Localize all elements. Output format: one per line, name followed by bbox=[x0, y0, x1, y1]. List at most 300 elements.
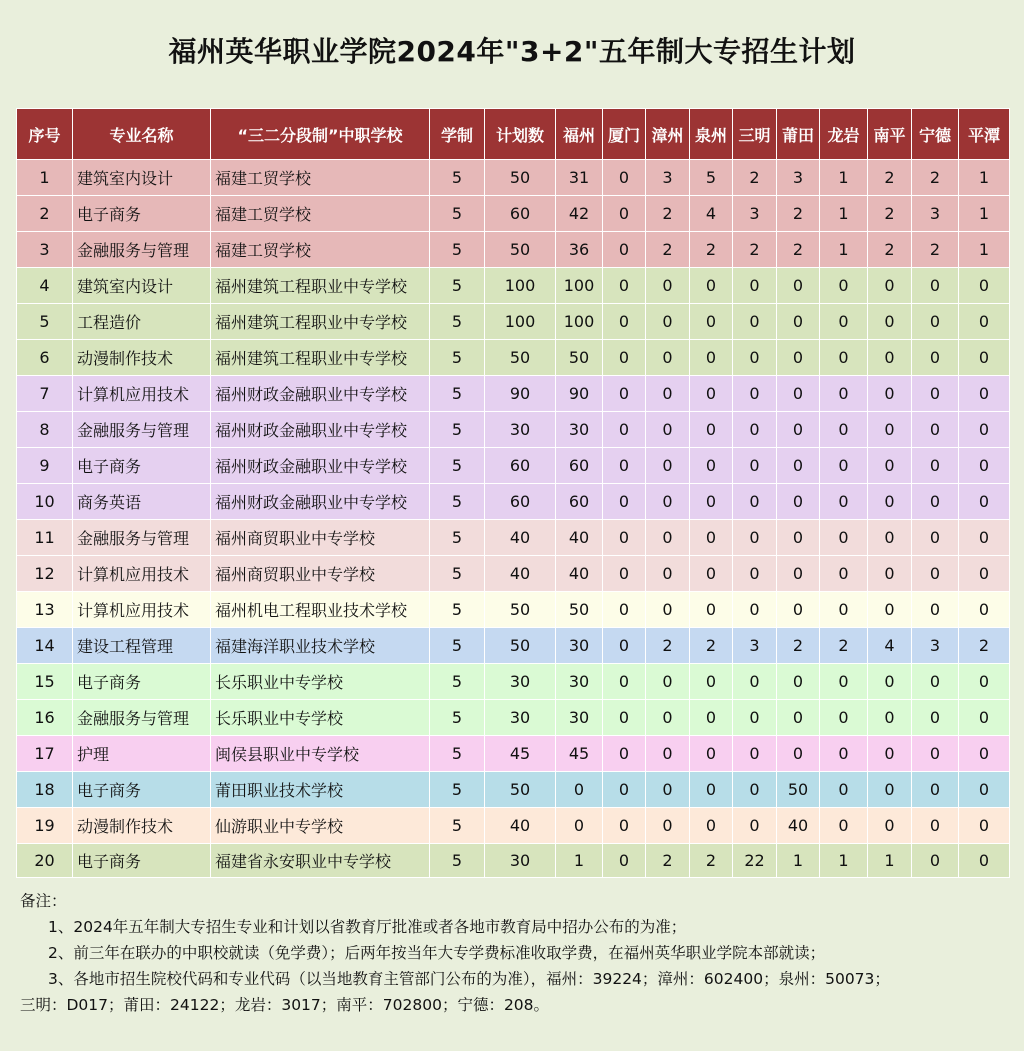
table-row bbox=[17, 412, 1010, 448]
plan-total-cell: 30 bbox=[485, 664, 556, 700]
school-name-cell: 福州财政金融职业中专学校 bbox=[211, 412, 430, 448]
ningde-cell: 0 bbox=[912, 772, 959, 808]
ningde-cell: 0 bbox=[912, 412, 959, 448]
row-number-cell: 12 bbox=[17, 556, 73, 592]
xiamen-cell: 0 bbox=[603, 484, 646, 520]
putian-cell: 2 bbox=[777, 196, 820, 232]
duration-cell: 5 bbox=[430, 448, 485, 484]
fuzhou-cell: 42 bbox=[556, 196, 603, 232]
nanping-cell: 2 bbox=[868, 232, 912, 268]
major-name-cell: 计算机应用技术 bbox=[73, 592, 211, 628]
plan-total-cell: 30 bbox=[485, 700, 556, 736]
row-number-cell: 13 bbox=[17, 592, 73, 628]
school-name-cell: 长乐职业中专学校 bbox=[211, 700, 430, 736]
major-name-cell: 电子商务 bbox=[73, 196, 211, 232]
xiamen-cell: 0 bbox=[603, 592, 646, 628]
xiamen-cell: 0 bbox=[603, 304, 646, 340]
header-cell: 专业名称 bbox=[73, 109, 211, 160]
longyan-cell: 0 bbox=[820, 412, 868, 448]
plan-total-cell: 90 bbox=[485, 376, 556, 412]
plan-total-cell: 50 bbox=[485, 628, 556, 664]
quanzhou-cell: 2 bbox=[690, 232, 733, 268]
longyan-cell: 1 bbox=[820, 232, 868, 268]
zhangzhou-cell: 0 bbox=[646, 736, 690, 772]
school-name-cell: 福州建筑工程职业中专学校 bbox=[211, 268, 430, 304]
sanming-cell: 0 bbox=[733, 376, 777, 412]
longyan-cell: 0 bbox=[820, 808, 868, 844]
ningde-cell: 0 bbox=[912, 736, 959, 772]
nanping-cell: 0 bbox=[868, 520, 912, 556]
table-row bbox=[17, 268, 1010, 304]
sanming-cell: 0 bbox=[733, 520, 777, 556]
school-name-cell: 福州财政金融职业中专学校 bbox=[211, 484, 430, 520]
zhangzhou-cell: 0 bbox=[646, 412, 690, 448]
table-row bbox=[17, 664, 1010, 700]
major-name-cell: 金融服务与管理 bbox=[73, 520, 211, 556]
sanming-cell: 0 bbox=[733, 664, 777, 700]
table-row bbox=[17, 340, 1010, 376]
plan-total-cell: 30 bbox=[485, 412, 556, 448]
pingtan-cell: 0 bbox=[959, 304, 1010, 340]
longyan-cell: 0 bbox=[820, 484, 868, 520]
pingtan-cell: 0 bbox=[959, 340, 1010, 376]
table-row bbox=[17, 304, 1010, 340]
quanzhou-cell: 0 bbox=[690, 412, 733, 448]
fuzhou-cell: 50 bbox=[556, 340, 603, 376]
plan-total-cell: 50 bbox=[485, 232, 556, 268]
zhangzhou-cell: 0 bbox=[646, 376, 690, 412]
ningde-cell: 0 bbox=[912, 664, 959, 700]
plan-total-cell: 45 bbox=[485, 736, 556, 772]
nanping-cell: 0 bbox=[868, 340, 912, 376]
notes-heading: 备注： bbox=[20, 892, 67, 910]
plan-total-cell: 100 bbox=[485, 304, 556, 340]
putian-cell: 1 bbox=[777, 844, 820, 878]
row-number-cell: 17 bbox=[17, 736, 73, 772]
putian-cell: 0 bbox=[777, 412, 820, 448]
ningde-cell: 0 bbox=[912, 376, 959, 412]
sanming-cell: 0 bbox=[733, 808, 777, 844]
quanzhou-cell: 0 bbox=[690, 484, 733, 520]
duration-cell: 5 bbox=[430, 628, 485, 664]
plan-total-cell: 40 bbox=[485, 520, 556, 556]
row-number-cell: 14 bbox=[17, 628, 73, 664]
xiamen-cell: 0 bbox=[603, 520, 646, 556]
xiamen-cell: 0 bbox=[603, 232, 646, 268]
note-line: 3、各地市招生院校代码和专业代码（以当地教育主管部门公布的为准），福州：39224；漳州：602400；泉州：50073； bbox=[48, 970, 890, 988]
table-row bbox=[17, 592, 1010, 628]
duration-cell: 5 bbox=[430, 484, 485, 520]
duration-cell: 5 bbox=[430, 556, 485, 592]
duration-cell: 5 bbox=[430, 592, 485, 628]
fuzhou-cell: 60 bbox=[556, 484, 603, 520]
putian-cell: 0 bbox=[777, 304, 820, 340]
fuzhou-cell: 45 bbox=[556, 736, 603, 772]
quanzhou-cell: 2 bbox=[690, 628, 733, 664]
school-name-cell: 仙游职业中专学校 bbox=[211, 808, 430, 844]
fuzhou-cell: 30 bbox=[556, 412, 603, 448]
zhangzhou-cell: 0 bbox=[646, 808, 690, 844]
header-cell: 宁德 bbox=[912, 109, 959, 160]
pingtan-cell: 1 bbox=[959, 196, 1010, 232]
duration-cell: 5 bbox=[430, 268, 485, 304]
school-name-cell: 福州机电工程职业技术学校 bbox=[211, 592, 430, 628]
header-cell: 学制 bbox=[430, 109, 485, 160]
quanzhou-cell: 0 bbox=[690, 520, 733, 556]
table-row bbox=[17, 196, 1010, 232]
quanzhou-cell: 0 bbox=[690, 304, 733, 340]
duration-cell: 5 bbox=[430, 412, 485, 448]
ningde-cell: 0 bbox=[912, 448, 959, 484]
putian-cell: 2 bbox=[777, 232, 820, 268]
sanming-cell: 0 bbox=[733, 772, 777, 808]
enrollment-plan-table bbox=[16, 108, 1010, 878]
nanping-cell: 2 bbox=[868, 196, 912, 232]
pingtan-cell: 0 bbox=[959, 484, 1010, 520]
major-name-cell: 动漫制作技术 bbox=[73, 808, 211, 844]
longyan-cell: 0 bbox=[820, 772, 868, 808]
pingtan-cell: 0 bbox=[959, 700, 1010, 736]
duration-cell: 5 bbox=[430, 700, 485, 736]
table-row bbox=[17, 628, 1010, 664]
pingtan-cell: 0 bbox=[959, 376, 1010, 412]
duration-cell: 5 bbox=[430, 376, 485, 412]
school-name-cell: 福州商贸职业中专学校 bbox=[211, 556, 430, 592]
zhangzhou-cell: 0 bbox=[646, 340, 690, 376]
table-row bbox=[17, 484, 1010, 520]
sanming-cell: 0 bbox=[733, 340, 777, 376]
zhangzhou-cell: 0 bbox=[646, 268, 690, 304]
putian-cell: 0 bbox=[777, 268, 820, 304]
table-row bbox=[17, 700, 1010, 736]
zhangzhou-cell: 0 bbox=[646, 304, 690, 340]
note-continuation: 三明：D017；莆田：24122；龙岩：3017；南平：702800；宁德：208。 bbox=[20, 996, 550, 1014]
row-number-cell: 4 bbox=[17, 268, 73, 304]
pingtan-cell: 0 bbox=[959, 556, 1010, 592]
header-cell: 漳州 bbox=[646, 109, 690, 160]
longyan-cell: 0 bbox=[820, 340, 868, 376]
pingtan-cell: 0 bbox=[959, 808, 1010, 844]
nanping-cell: 0 bbox=[868, 268, 912, 304]
putian-cell: 0 bbox=[777, 376, 820, 412]
xiamen-cell: 0 bbox=[603, 556, 646, 592]
table-row bbox=[17, 520, 1010, 556]
fuzhou-cell: 31 bbox=[556, 160, 603, 196]
duration-cell: 5 bbox=[430, 232, 485, 268]
fuzhou-cell: 30 bbox=[556, 700, 603, 736]
quanzhou-cell: 0 bbox=[690, 268, 733, 304]
pingtan-cell: 2 bbox=[959, 628, 1010, 664]
header-cell: “三二分段制”中职学校 bbox=[211, 109, 430, 160]
major-name-cell: 计算机应用技术 bbox=[73, 556, 211, 592]
longyan-cell: 1 bbox=[820, 196, 868, 232]
school-name-cell: 福州建筑工程职业中专学校 bbox=[211, 340, 430, 376]
fuzhou-cell: 1 bbox=[556, 844, 603, 878]
nanping-cell: 0 bbox=[868, 700, 912, 736]
quanzhou-cell: 0 bbox=[690, 376, 733, 412]
longyan-cell: 0 bbox=[820, 268, 868, 304]
zhangzhou-cell: 0 bbox=[646, 664, 690, 700]
xiamen-cell: 0 bbox=[603, 628, 646, 664]
note-line: 2、前三年在联办的中职校就读（免学费）；后两年按当年大专学费标准收取学费，在福州英华职业学院本部就读； bbox=[48, 944, 826, 962]
ningde-cell: 0 bbox=[912, 592, 959, 628]
zhangzhou-cell: 3 bbox=[646, 160, 690, 196]
table-row bbox=[17, 448, 1010, 484]
duration-cell: 5 bbox=[430, 844, 485, 878]
pingtan-cell: 0 bbox=[959, 268, 1010, 304]
duration-cell: 5 bbox=[430, 736, 485, 772]
pingtan-cell: 0 bbox=[959, 448, 1010, 484]
major-name-cell: 电子商务 bbox=[73, 844, 211, 878]
sanming-cell: 0 bbox=[733, 448, 777, 484]
quanzhou-cell: 4 bbox=[690, 196, 733, 232]
sanming-cell: 2 bbox=[733, 160, 777, 196]
fuzhou-cell: 40 bbox=[556, 556, 603, 592]
zhangzhou-cell: 0 bbox=[646, 520, 690, 556]
header-cell: 南平 bbox=[868, 109, 912, 160]
row-number-cell: 3 bbox=[17, 232, 73, 268]
note-line: 1、2024年五年制大专招生专业和计划以省教育厅批准或者各地市教育局中招办公布的为准； bbox=[48, 918, 687, 936]
nanping-cell: 0 bbox=[868, 412, 912, 448]
school-name-cell: 福建省永安职业中专学校 bbox=[211, 844, 430, 878]
quanzhou-cell: 2 bbox=[690, 844, 733, 878]
table-header-row bbox=[17, 109, 1010, 160]
sanming-cell: 0 bbox=[733, 484, 777, 520]
fuzhou-cell: 0 bbox=[556, 808, 603, 844]
longyan-cell: 0 bbox=[820, 664, 868, 700]
sanming-cell: 0 bbox=[733, 556, 777, 592]
ningde-cell: 3 bbox=[912, 196, 959, 232]
header-cell: 计划数 bbox=[485, 109, 556, 160]
table-row bbox=[17, 772, 1010, 808]
plan-total-cell: 60 bbox=[485, 448, 556, 484]
quanzhou-cell: 5 bbox=[690, 160, 733, 196]
table-row bbox=[17, 556, 1010, 592]
quanzhou-cell: 0 bbox=[690, 340, 733, 376]
header-cell: 龙岩 bbox=[820, 109, 868, 160]
ningde-cell: 0 bbox=[912, 556, 959, 592]
pingtan-cell: 1 bbox=[959, 160, 1010, 196]
zhangzhou-cell: 2 bbox=[646, 196, 690, 232]
nanping-cell: 2 bbox=[868, 160, 912, 196]
zhangzhou-cell: 2 bbox=[646, 232, 690, 268]
plan-total-cell: 60 bbox=[485, 484, 556, 520]
nanping-cell: 0 bbox=[868, 448, 912, 484]
nanping-cell: 0 bbox=[868, 556, 912, 592]
plan-total-cell: 60 bbox=[485, 196, 556, 232]
xiamen-cell: 0 bbox=[603, 664, 646, 700]
fuzhou-cell: 30 bbox=[556, 664, 603, 700]
major-name-cell: 工程造价 bbox=[73, 304, 211, 340]
putian-cell: 3 bbox=[777, 160, 820, 196]
school-name-cell: 福建工贸学校 bbox=[211, 160, 430, 196]
pingtan-cell: 0 bbox=[959, 844, 1010, 878]
table-row bbox=[17, 844, 1010, 878]
sanming-cell: 3 bbox=[733, 196, 777, 232]
putian-cell: 0 bbox=[777, 700, 820, 736]
nanping-cell: 0 bbox=[868, 664, 912, 700]
plan-total-cell: 50 bbox=[485, 160, 556, 196]
putian-cell: 0 bbox=[777, 556, 820, 592]
putian-cell: 0 bbox=[777, 340, 820, 376]
major-name-cell: 建筑室内设计 bbox=[73, 268, 211, 304]
xiamen-cell: 0 bbox=[603, 376, 646, 412]
xiamen-cell: 0 bbox=[603, 196, 646, 232]
xiamen-cell: 0 bbox=[603, 772, 646, 808]
fuzhou-cell: 100 bbox=[556, 268, 603, 304]
duration-cell: 5 bbox=[430, 520, 485, 556]
pingtan-cell: 0 bbox=[959, 520, 1010, 556]
xiamen-cell: 0 bbox=[603, 736, 646, 772]
ningde-cell: 0 bbox=[912, 340, 959, 376]
fuzhou-cell: 36 bbox=[556, 232, 603, 268]
fuzhou-cell: 30 bbox=[556, 628, 603, 664]
school-name-cell: 福州财政金融职业中专学校 bbox=[211, 376, 430, 412]
zhangzhou-cell: 0 bbox=[646, 484, 690, 520]
major-name-cell: 金融服务与管理 bbox=[73, 412, 211, 448]
school-name-cell: 福建工贸学校 bbox=[211, 196, 430, 232]
school-name-cell: 福州财政金融职业中专学校 bbox=[211, 448, 430, 484]
sanming-cell: 0 bbox=[733, 736, 777, 772]
row-number-cell: 2 bbox=[17, 196, 73, 232]
ningde-cell: 3 bbox=[912, 628, 959, 664]
major-name-cell: 电子商务 bbox=[73, 772, 211, 808]
header-cell: 厦门 bbox=[603, 109, 646, 160]
quanzhou-cell: 0 bbox=[690, 664, 733, 700]
longyan-cell: 1 bbox=[820, 160, 868, 196]
table-row bbox=[17, 808, 1010, 844]
school-name-cell: 长乐职业中专学校 bbox=[211, 664, 430, 700]
sanming-cell: 0 bbox=[733, 268, 777, 304]
major-name-cell: 动漫制作技术 bbox=[73, 340, 211, 376]
row-number-cell: 6 bbox=[17, 340, 73, 376]
longyan-cell: 0 bbox=[820, 448, 868, 484]
longyan-cell: 1 bbox=[820, 844, 868, 878]
row-number-cell: 7 bbox=[17, 376, 73, 412]
putian-cell: 50 bbox=[777, 772, 820, 808]
table-row bbox=[17, 232, 1010, 268]
putian-cell: 0 bbox=[777, 592, 820, 628]
sanming-cell: 0 bbox=[733, 592, 777, 628]
longyan-cell: 0 bbox=[820, 520, 868, 556]
school-name-cell: 莆田职业技术学校 bbox=[211, 772, 430, 808]
ningde-cell: 2 bbox=[912, 160, 959, 196]
header-cell: 序号 bbox=[17, 109, 73, 160]
table-row bbox=[17, 376, 1010, 412]
longyan-cell: 0 bbox=[820, 556, 868, 592]
duration-cell: 5 bbox=[430, 808, 485, 844]
nanping-cell: 1 bbox=[868, 844, 912, 878]
zhangzhou-cell: 0 bbox=[646, 592, 690, 628]
longyan-cell: 0 bbox=[820, 304, 868, 340]
fuzhou-cell: 100 bbox=[556, 304, 603, 340]
quanzhou-cell: 0 bbox=[690, 772, 733, 808]
row-number-cell: 5 bbox=[17, 304, 73, 340]
row-number-cell: 8 bbox=[17, 412, 73, 448]
sanming-cell: 2 bbox=[733, 232, 777, 268]
putian-cell: 0 bbox=[777, 448, 820, 484]
nanping-cell: 0 bbox=[868, 736, 912, 772]
duration-cell: 5 bbox=[430, 664, 485, 700]
fuzhou-cell: 60 bbox=[556, 448, 603, 484]
sanming-cell: 22 bbox=[733, 844, 777, 878]
row-number-cell: 18 bbox=[17, 772, 73, 808]
ningde-cell: 0 bbox=[912, 520, 959, 556]
fuzhou-cell: 50 bbox=[556, 592, 603, 628]
sanming-cell: 0 bbox=[733, 700, 777, 736]
major-name-cell: 建设工程管理 bbox=[73, 628, 211, 664]
duration-cell: 5 bbox=[430, 772, 485, 808]
ningde-cell: 0 bbox=[912, 700, 959, 736]
notes-section bbox=[20, 888, 1010, 1018]
quanzhou-cell: 0 bbox=[690, 808, 733, 844]
pingtan-cell: 0 bbox=[959, 412, 1010, 448]
zhangzhou-cell: 2 bbox=[646, 844, 690, 878]
header-cell: 泉州 bbox=[690, 109, 733, 160]
header-cell: 莆田 bbox=[777, 109, 820, 160]
header-cell: 三明 bbox=[733, 109, 777, 160]
nanping-cell: 0 bbox=[868, 304, 912, 340]
duration-cell: 5 bbox=[430, 304, 485, 340]
xiamen-cell: 0 bbox=[603, 268, 646, 304]
plan-total-cell: 50 bbox=[485, 592, 556, 628]
header-cell: 平潭 bbox=[959, 109, 1010, 160]
ningde-cell: 0 bbox=[912, 304, 959, 340]
plan-total-cell: 50 bbox=[485, 772, 556, 808]
putian-cell: 0 bbox=[777, 484, 820, 520]
fuzhou-cell: 90 bbox=[556, 376, 603, 412]
nanping-cell: 0 bbox=[868, 772, 912, 808]
plan-total-cell: 40 bbox=[485, 556, 556, 592]
longyan-cell: 0 bbox=[820, 736, 868, 772]
table-body bbox=[17, 160, 1010, 878]
table-row bbox=[17, 736, 1010, 772]
major-name-cell: 计算机应用技术 bbox=[73, 376, 211, 412]
school-name-cell: 福建海洋职业技术学校 bbox=[211, 628, 430, 664]
plan-total-cell: 30 bbox=[485, 844, 556, 878]
longyan-cell: 2 bbox=[820, 628, 868, 664]
header-cell: 福州 bbox=[556, 109, 603, 160]
row-number-cell: 16 bbox=[17, 700, 73, 736]
school-name-cell: 闽侯县职业中专学校 bbox=[211, 736, 430, 772]
putian-cell: 40 bbox=[777, 808, 820, 844]
duration-cell: 5 bbox=[430, 196, 485, 232]
longyan-cell: 0 bbox=[820, 700, 868, 736]
table-row bbox=[17, 160, 1010, 196]
putian-cell: 0 bbox=[777, 664, 820, 700]
putian-cell: 0 bbox=[777, 520, 820, 556]
nanping-cell: 0 bbox=[868, 592, 912, 628]
fuzhou-cell: 40 bbox=[556, 520, 603, 556]
duration-cell: 5 bbox=[430, 340, 485, 376]
school-name-cell: 福州商贸职业中专学校 bbox=[211, 520, 430, 556]
row-number-cell: 9 bbox=[17, 448, 73, 484]
page-title: 福州英华职业学院2024年"3+2"五年制大专招生计划 bbox=[168, 35, 856, 68]
xiamen-cell: 0 bbox=[603, 412, 646, 448]
longyan-cell: 0 bbox=[820, 376, 868, 412]
nanping-cell: 0 bbox=[868, 376, 912, 412]
quanzhou-cell: 0 bbox=[690, 448, 733, 484]
major-name-cell: 电子商务 bbox=[73, 664, 211, 700]
zhangzhou-cell: 0 bbox=[646, 448, 690, 484]
zhangzhou-cell: 0 bbox=[646, 700, 690, 736]
duration-cell: 5 bbox=[430, 160, 485, 196]
xiamen-cell: 0 bbox=[603, 844, 646, 878]
pingtan-cell: 1 bbox=[959, 232, 1010, 268]
pingtan-cell: 0 bbox=[959, 736, 1010, 772]
zhangzhou-cell: 2 bbox=[646, 628, 690, 664]
row-number-cell: 19 bbox=[17, 808, 73, 844]
